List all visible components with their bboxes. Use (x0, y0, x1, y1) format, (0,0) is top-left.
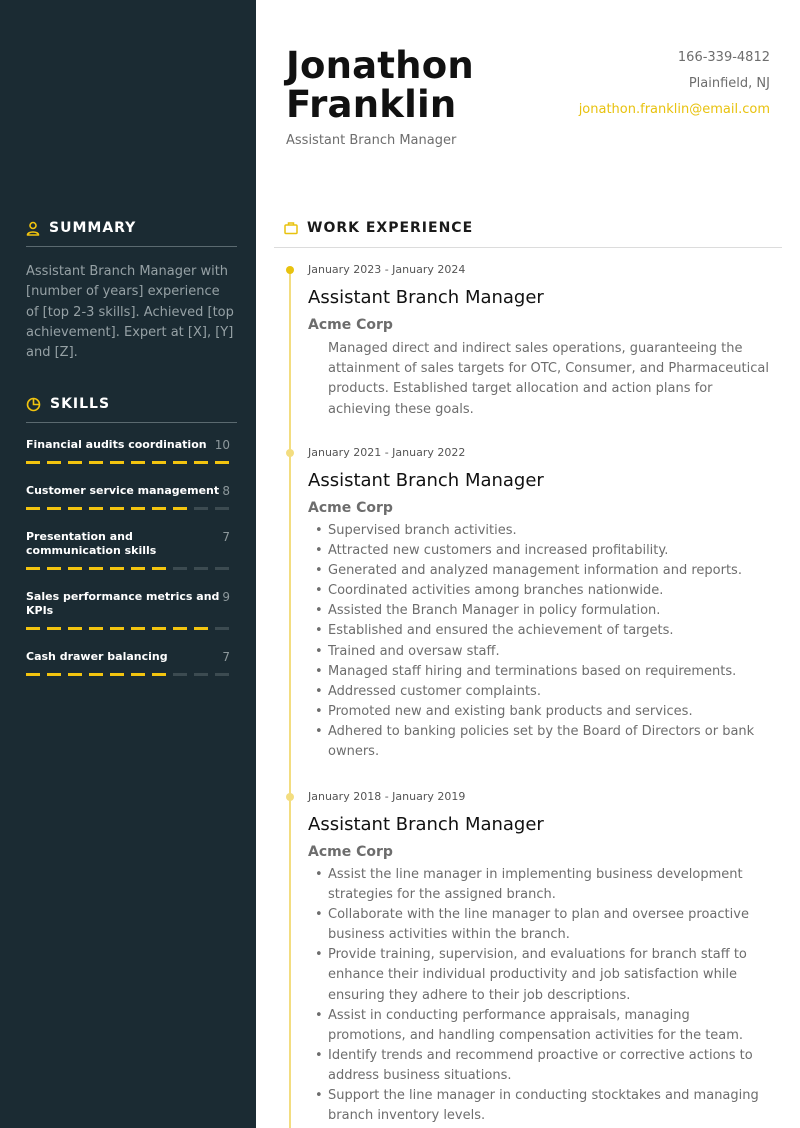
job-bullet: • Managed staff hiring and terminations based on requirements. (328, 662, 770, 682)
skill-rating: 7 (222, 650, 230, 664)
skill-level-bar (26, 627, 230, 630)
last-name: Franklin (286, 83, 457, 126)
skill-level-segment (110, 461, 124, 464)
skill-level-segment (152, 567, 166, 570)
job-bullet: • Adhered to banking policies set by the Board of Directors or bank owners. (328, 722, 770, 762)
job-entry (308, 446, 770, 762)
job-bullet: • Promoted new and existing bank products and services. (328, 702, 770, 722)
skill-level-segment (89, 567, 103, 570)
skill-level-segment (215, 627, 229, 630)
candidate-title: Assistant Branch Manager (286, 133, 457, 148)
skill-level-segment (194, 507, 208, 510)
email-link[interactable]: jonathon.franklin@email.com (578, 102, 770, 117)
skill-level-segment (131, 507, 145, 510)
summary-heading (26, 220, 136, 236)
skill-level-segment (68, 507, 82, 510)
skill-level-segment (152, 507, 166, 510)
skill-level-segment (152, 627, 166, 630)
job-dates: January 2023 - January 2024 (308, 263, 466, 276)
job-title: Assistant Branch Manager (308, 814, 544, 835)
skill-rating: 7 (222, 530, 230, 544)
skill-level-segment (173, 673, 187, 676)
skills-divider (26, 422, 237, 423)
job-bullet: • Provide training, supervision, and evaluations for branch staff to enhance their individual productivity and job satisfaction while ensuring they adhere to their job descriptions. (328, 945, 770, 1005)
skill-rating: 8 (222, 484, 230, 498)
skill-level-segment (215, 567, 229, 570)
job-dates: January 2018 - January 2019 (308, 790, 466, 803)
summary-divider (26, 246, 237, 247)
skill-level-segment (152, 461, 166, 464)
work-experience-divider (274, 247, 782, 248)
skill-level-segment (26, 673, 40, 676)
skill-level-segment (194, 567, 208, 570)
skill-level-segment (26, 507, 40, 510)
job-bullets (328, 521, 770, 762)
skill-level-segment (173, 567, 187, 570)
summary-heading-label: SUMMARY (49, 220, 137, 236)
skill-level-segment (215, 673, 229, 676)
skills-heading-label: SKILLS (50, 396, 111, 412)
skill-level-segment (26, 461, 40, 464)
job-company: Acme Corp (308, 500, 393, 516)
skill-level-segment (131, 461, 145, 464)
skill-level-segment (173, 461, 187, 464)
job-bullet: • Addressed customer complaints. (328, 682, 770, 702)
job-bullet: • Supervised branch activities. (328, 521, 770, 541)
skills-heading (26, 396, 110, 412)
skill-level-segment (152, 673, 166, 676)
user-icon (26, 221, 40, 236)
skill-level-segment (26, 627, 40, 630)
briefcase-icon (284, 221, 298, 235)
timeline-dot (286, 793, 294, 801)
job-bullet: • Attracted new customers and increased profitability. (328, 541, 770, 561)
skill-rating: 10 (214, 438, 230, 452)
work-experience-label: WORK EXPERIENCE (307, 220, 474, 236)
job-bullet: • Collaborate with the line manager to plan and oversee proactive business activities within the branch. (328, 905, 770, 945)
skill-item (26, 438, 230, 464)
skill-level-segment (173, 507, 187, 510)
first-name: Jonathon (286, 44, 474, 87)
job-bullets (328, 865, 770, 1126)
skill-level-segment (89, 673, 103, 676)
sidebar (0, 0, 256, 1128)
job-company: Acme Corp (308, 317, 393, 333)
skill-level-segment (110, 567, 124, 570)
skill-item (26, 590, 230, 630)
skill-level-segment (89, 507, 103, 510)
phone: 166-339-4812 (677, 50, 770, 65)
job-bullet: • Trained and oversaw staff. (328, 642, 770, 662)
skill-level-segment (68, 627, 82, 630)
skill-level-segment (194, 461, 208, 464)
location: Plainfield, NJ (688, 76, 770, 91)
skill-level-segment (194, 673, 208, 676)
skill-level-segment (110, 627, 124, 630)
skill-level-segment (47, 567, 61, 570)
skill-level-bar (26, 507, 230, 510)
skill-name: Sales performance metrics and KPIs (26, 590, 220, 617)
skill-level-segment (47, 673, 61, 676)
skill-level-segment (68, 461, 82, 464)
skill-name: Financial audits coordination (26, 438, 207, 451)
work-experience-heading (284, 220, 473, 236)
pie-chart-icon (26, 397, 41, 412)
job-bullet: • Identify trends and recommend proactive or corrective actions to address business situations. (328, 1046, 770, 1086)
candidate-name (286, 46, 474, 124)
timeline-dot (286, 449, 294, 457)
skill-level-segment (68, 567, 82, 570)
job-dates: January 2021 - January 2022 (308, 446, 466, 459)
skill-level-segment (215, 507, 229, 510)
job-title: Assistant Branch Manager (308, 470, 544, 491)
job-bullet: • Support the line manager in conducting stocktakes and managing branch inventory levels. (328, 1086, 770, 1126)
skill-level-segment (131, 673, 145, 676)
job-entry (308, 263, 770, 420)
skill-item (26, 484, 230, 510)
job-bullet: • Established and ensured the achievement of targets. (328, 621, 770, 641)
skill-level-segment (110, 507, 124, 510)
timeline-line (289, 270, 291, 1128)
job-description: Managed direct and indirect sales operations, guaranteeing the attainment of sales targets for OTC, Consumer, and Pharmaceutical products. Established target allocation and action plans for achieving these goals. (328, 341, 769, 417)
skill-item (26, 650, 230, 676)
job-bullet: • Assist in conducting performance appraisals, managing promotions, and handling compensation activities for the team. (328, 1006, 770, 1046)
skill-level-segment (89, 461, 103, 464)
skill-level-segment (110, 673, 124, 676)
timeline-dot (286, 266, 294, 274)
job-bullet: • Assisted the Branch Manager in policy formulation. (328, 601, 770, 621)
skill-level-segment (68, 673, 82, 676)
skill-level-bar (26, 461, 230, 464)
skill-level-segment (47, 507, 61, 510)
skill-level-segment (47, 461, 61, 464)
skill-level-segment (173, 627, 187, 630)
skill-rating: 9 (222, 590, 230, 604)
job-title: Assistant Branch Manager (308, 287, 544, 308)
contact-info (579, 50, 770, 128)
skill-level-segment (131, 567, 145, 570)
skill-level-bar (26, 567, 230, 570)
skill-name: Customer service management (26, 484, 220, 497)
skill-level-bar (26, 673, 230, 676)
skills-list (26, 438, 230, 676)
job-company: Acme Corp (308, 844, 393, 860)
skill-level-segment (26, 567, 40, 570)
job-bullet: • Generated and analyzed management information and reports. (328, 561, 770, 581)
skill-level-segment (131, 627, 145, 630)
skill-name: Cash drawer balancing (26, 650, 168, 663)
skill-level-segment (194, 627, 208, 630)
skill-level-segment (89, 627, 103, 630)
job-entry (308, 790, 770, 1126)
skill-item (26, 530, 230, 570)
skill-level-segment (215, 461, 229, 464)
main-content (256, 0, 800, 1128)
summary-text: Assistant Branch Manager with [number of years] experience of [top 2-3 skills]. Achieved [top achievement]. Expert at [X], [Y] and [Z]. (26, 264, 234, 361)
job-bullet: • Coordinated activities among branches nationwide. (328, 581, 770, 601)
skill-level-segment (47, 627, 61, 630)
job-bullet: • Assist the line manager in implementing business development strategies for the assigned branch. (328, 865, 770, 905)
skill-name: Presentation and communication skills (26, 530, 157, 557)
